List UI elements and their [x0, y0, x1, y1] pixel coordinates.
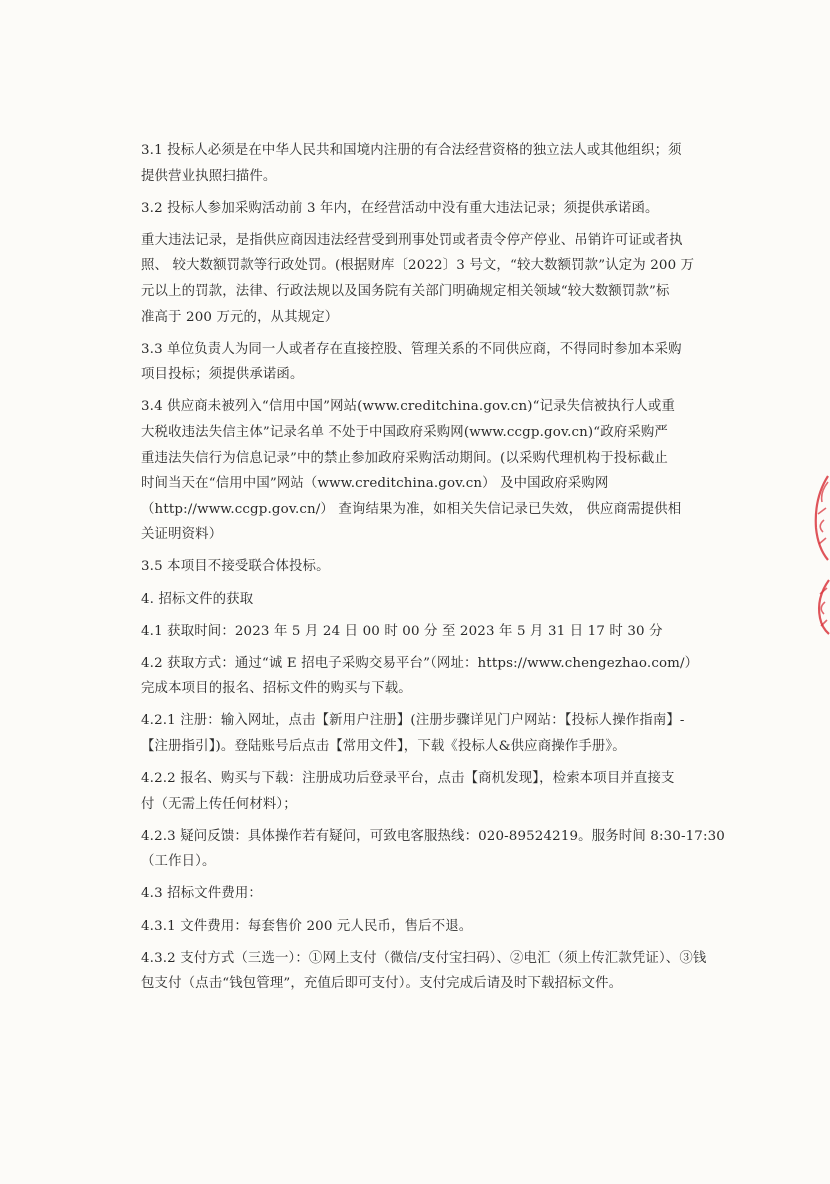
text-line: 4.3 招标文件费用：	[141, 886, 262, 902]
text-line: 包支付（点击“钱包管理”，充值后即可支付）。支付完成后请及时下载招标文件。	[141, 976, 623, 992]
text-line: 3.4 供应商未被列入“信用中国”网站(www.creditchina.gov.cn)“记录失信被执行人或重	[141, 399, 675, 415]
text-line: 【注册指引】)。登陆账号后点击【常用文件】，下载《投标人&供应商操作手册》。	[141, 738, 626, 754]
text-line: （http://www.ccgp.gov.cn/） 查询结果为准，如相关失信记录已失效， 供应商需提供相	[141, 501, 682, 517]
paragraph	[141, 881, 701, 907]
paragraph	[141, 824, 725, 875]
text-line: 4. 招标文件的获取	[141, 591, 254, 607]
text-line: 照、 较大数额罚款等行政处罚。(根据财库〔2022〕3 号文，“较大数额罚款”认定为 200 万	[141, 258, 695, 274]
paragraph	[141, 587, 701, 613]
text-line: 4.3.2 支付方式（三选一）：①网上支付（微信/支付宝扫码）、②电汇（须上传汇款凭证）、③钱	[141, 950, 707, 966]
text-line: 关证明资料）	[141, 527, 223, 543]
text-line: （工作日）。	[141, 854, 216, 870]
seal-stamp-edge	[808, 468, 830, 638]
paragraph	[141, 228, 701, 330]
text-line: 重违法失信行为信息记录”中的禁止参加政府采购活动期间。(以采购代理机构于投标截止	[141, 450, 668, 466]
paragraph	[141, 138, 701, 189]
text-line: 4.2.2 报名、购买与下载：注册成功后登录平台，点击【商机发现】，检索本项目并直接支	[141, 771, 675, 787]
text-line: 准高于 200 万元的，从其规定）	[141, 309, 339, 325]
text-line: 4.1 获取时间：2023 年 5 月 24 日 00 时 00 分 至 2023 年 5 月 31 日 17 时 30 分	[141, 623, 663, 639]
text-line: 元以上的罚款，法律、行政法规以及国务院有关部门明确规定相关领域“较大数额罚款”标	[141, 283, 670, 299]
text-line: 3.2 投标人参加采购活动前 3 年内，在经营活动中没有重大违法记录；须提供承诺函。	[141, 200, 659, 216]
text-line: 3.5 本项目不接受联合体投标。	[141, 559, 330, 575]
paragraph	[141, 337, 701, 388]
text-line: 完成本项目的报名、招标文件的购买与下载。	[141, 681, 412, 697]
text-line: 3.3 单位负责人为同一人或者存在直接控股、管理关系的不同供应商，不得同时参加本采购	[141, 341, 682, 357]
paragraph	[141, 766, 701, 817]
text-line: 时间当天在“信用中国”网站（www.creditchina.gov.cn） 及中国政府采购网	[141, 476, 609, 492]
paragraph	[141, 708, 701, 759]
text-line: 3.1 投标人必须是在中华人民共和国境内注册的有合法经营资格的独立法人或其他组织；须	[141, 143, 682, 158]
text-line: 4.3.1 文件费用：每套售价 200 元人民币，售后不退。	[141, 918, 473, 934]
text-line: 重大违法记录，是指供应商因违法经营受到刑事处罚或者责令停产停业、吊销许可证或者执	[141, 232, 683, 248]
document-body	[141, 138, 725, 1003]
text-line: 大税收违法失信主体”记录名单 不处于中国政府采购网(www.ccgp.gov.cn)“政府采购严	[141, 424, 668, 440]
paragraph	[141, 946, 707, 997]
paragraph	[141, 394, 701, 548]
paragraph	[141, 619, 701, 645]
paragraph	[141, 196, 701, 222]
text-line: 4.2 获取方式：通过“诚 E 招电子采购交易平台”（网址：https://www.chengezhao.com/）	[141, 655, 699, 671]
paragraph	[141, 914, 701, 940]
text-line: 提供营业执照扫描件。	[141, 168, 277, 184]
paragraph	[141, 554, 701, 580]
text-line: 4.2.3 疑问反馈：具体操作若有疑问，可致电客服热线：020-89524219。服务时间 8:30-17:30	[141, 828, 725, 844]
text-line: 项目投标；须提供承诺函。	[141, 367, 304, 383]
paragraph	[141, 651, 701, 702]
text-line: 付（无需上传任何材料）；	[141, 796, 297, 812]
text-line: 4.2.1 注册：输入网址，点击【新用户注册】(注册步骤详见门户网站：【投标人操作指南】-	[141, 713, 685, 729]
